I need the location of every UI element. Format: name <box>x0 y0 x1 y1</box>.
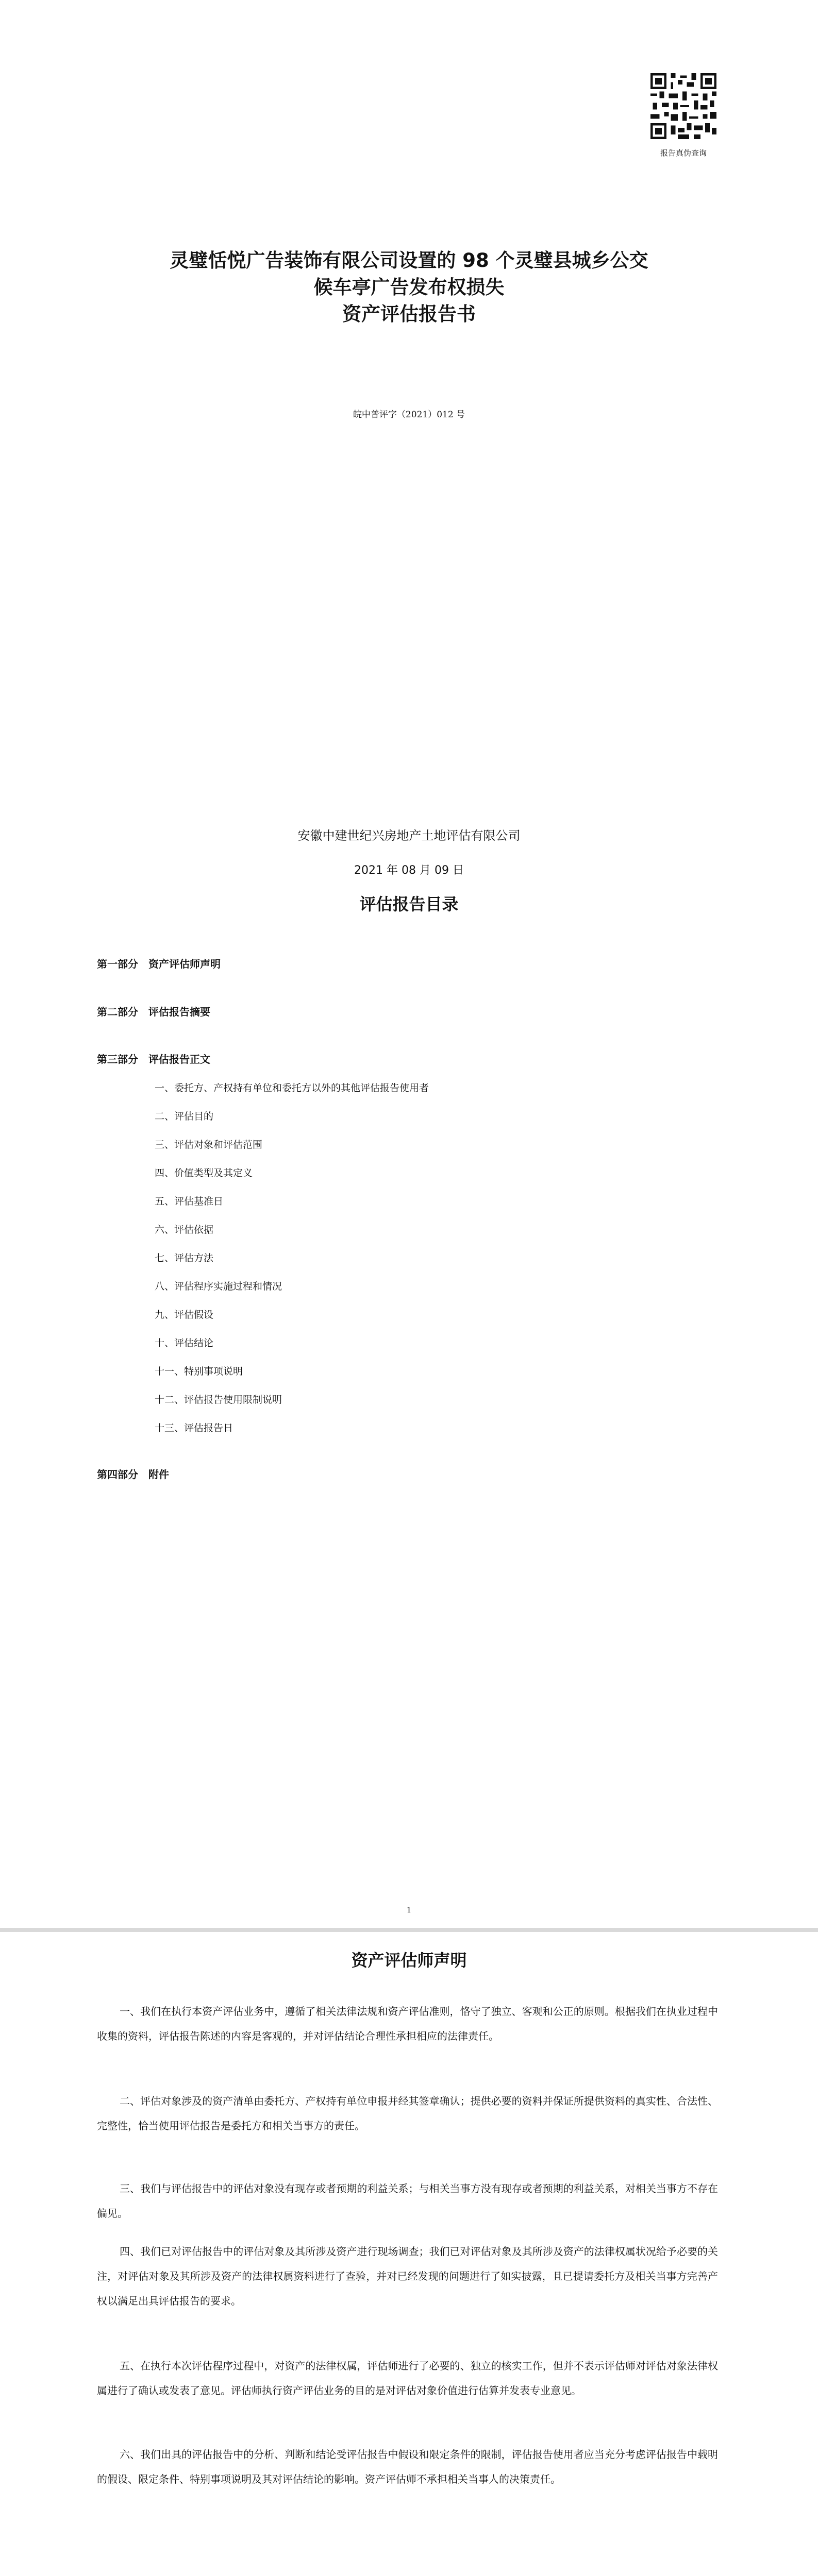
declaration-title: 资产评估师声明 <box>351 1951 467 1970</box>
toc-item[interactable]: 二、评估目的 <box>155 1111 214 1122</box>
toc-part-1[interactable]: 第一部分 资产评估师声明 <box>97 958 221 970</box>
toc-part-4[interactable]: 第四部分 附件 <box>97 1468 169 1481</box>
cover-title-line: 灵璧恬悦广告装饰有限公司设置的 98 个灵璧县城乡公交 <box>170 249 648 272</box>
cover-title-line: 候车亭广告发布权损失 <box>313 276 505 298</box>
toc-item[interactable]: 十一、特别事项说明 <box>155 1366 243 1377</box>
declaration-paragraph: 三、我们与评估报告中的评估对象没有现存或者预期的利益关系；与相关当事方没有现存或者预期的利益关系，对相关当事方不存在偏见。 <box>97 2182 718 2219</box>
toc-item[interactable]: 四、价值类型及其定义 <box>155 1167 253 1179</box>
qr-caption: 报告真伪查询 <box>660 148 707 158</box>
toc-item[interactable]: 九、评估假设 <box>155 1309 214 1320</box>
declaration-paragraph: 六、我们出具的评估报告中的分析、判断和结论受评估报告中假设和限定条件的限制，评估报告使用者应当充分考虑评估报告中载明的假设、限定条件、特别事项说明及其对评估结论的影响。资产评估师不承担相关当事人的决策责任。 <box>97 2448 718 2485</box>
cover-company: 安徽中建世纪兴房地产土地评估有限公司 <box>297 828 521 843</box>
toc-item[interactable]: 一、委托方、产权持有单位和委托方以外的其他评估报告使用者 <box>155 1082 429 1094</box>
cover-date: 2021 年 08 月 09 日 <box>354 864 464 877</box>
toc-item[interactable]: 十二、评估报告使用限制说明 <box>155 1394 282 1405</box>
toc-item[interactable]: 七、评估方法 <box>155 1252 214 1264</box>
toc-item[interactable]: 三、评估对象和评估范围 <box>155 1139 263 1150</box>
cover-title <box>0 247 818 328</box>
cover-report-no: 皖中普评字（2021）012 号 <box>353 410 465 420</box>
toc-title: 评估报告目录 <box>359 894 459 914</box>
toc-part-2[interactable]: 第二部分 评估报告摘要 <box>97 1006 210 1018</box>
toc-part-3[interactable]: 第三部分 评估报告正文 <box>97 1053 210 1065</box>
cover-title-line: 资产评估报告书 <box>342 303 476 325</box>
declaration-paragraph: 二、评估对象涉及的资产清单由委托方、产权持有单位申报并经其签章确认；提供必要的资料并保证所提供资料的真实性、合法性、完整性，恰当使用评估报告是委托方和相关当事方的责任。 <box>97 2095 718 2132</box>
page-number: 1 <box>406 1905 412 1914</box>
toc-item[interactable]: 六、评估依据 <box>155 1224 214 1235</box>
toc-item[interactable]: 八、评估程序实施过程和情况 <box>155 1281 282 1292</box>
toc-item[interactable]: 十、评估结论 <box>155 1337 214 1349</box>
toc-item[interactable]: 五、评估基准日 <box>155 1196 224 1207</box>
toc-item[interactable]: 十三、评估报告日 <box>155 1422 233 1434</box>
declaration-paragraph: 一、我们在执行本资产评估业务中，遵循了相关法律法规和资产评估准则，恪守了独立、客观和公正的原则。根据我们在执业过程中收集的资料，评估报告陈述的内容是客观的，并对评估结论合理性承担相应的法律责任。 <box>97 2005 718 2042</box>
declaration-paragraph: 四、我们已对评估报告中的评估对象及其所涉及资产进行现场调查；我们已对评估对象及其所涉及资产的法律权属状况给予必要的关注，对评估对象及其所涉及资产的法律权属资料进行了查验，并对已经发现的问题进行了如实披露，且已提请委托方及相关当事方完善产权以满足出具评估报告的要求。 <box>97 2245 718 2307</box>
qr-code-icon <box>650 73 716 139</box>
page-separator <box>0 1928 818 1932</box>
declaration-paragraph: 五、在执行本次评估程序过程中，对资产的法律权属，评估师进行了必要的、独立的核实工作，但并不表示评估师对评估对象法律权属进行了确认或发表了意见。评估师执行资产评估业务的目的是对评估对象价值进行估算并发表专业意见。 <box>97 2360 718 2397</box>
